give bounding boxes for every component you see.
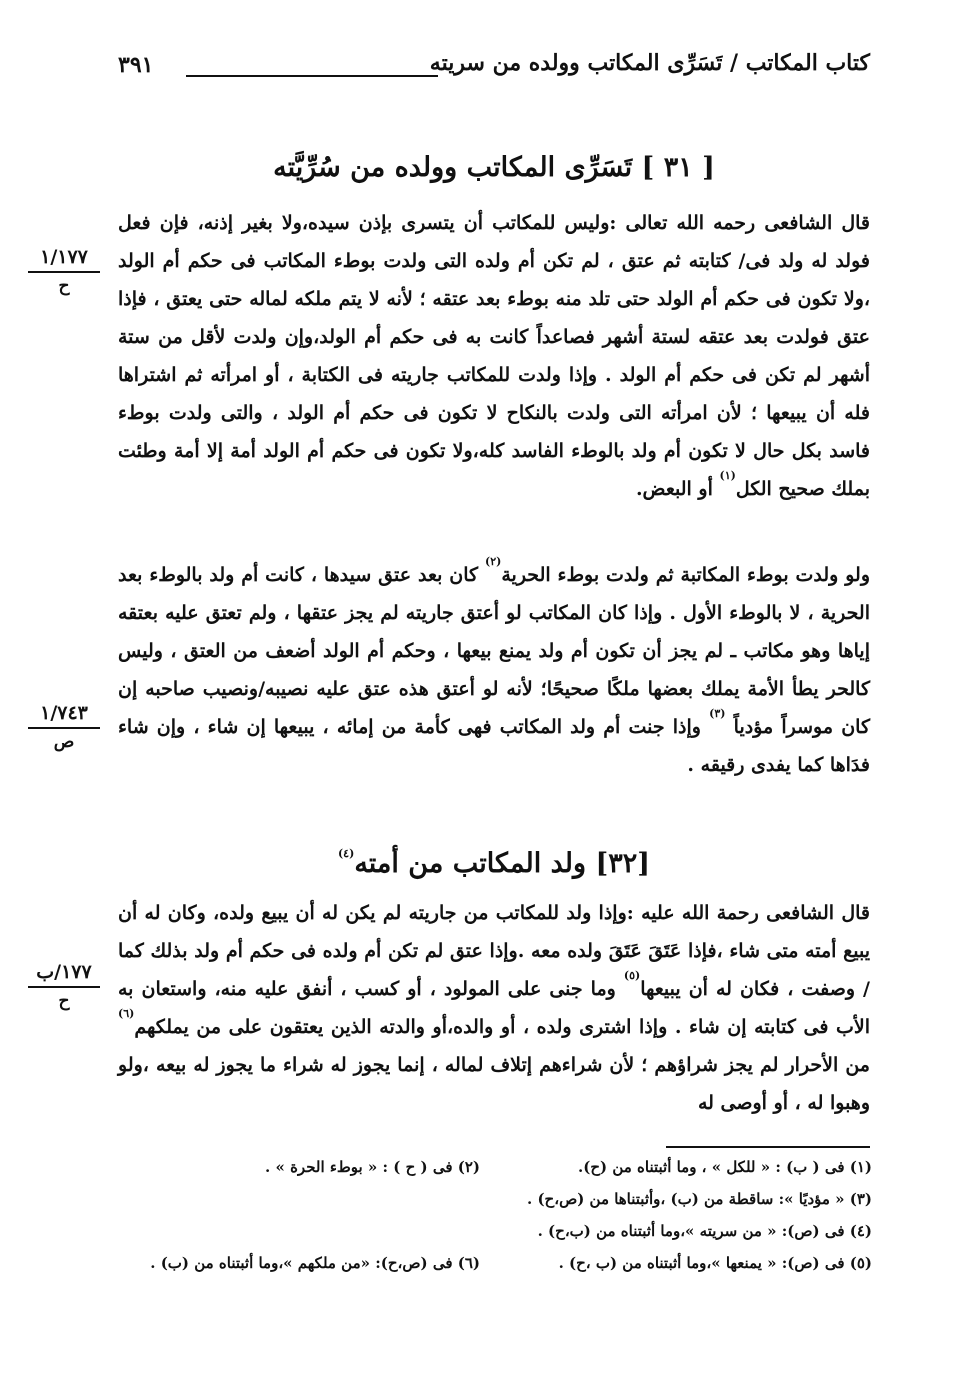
page-number: ٣٩١ bbox=[118, 52, 154, 78]
paragraph-text-end: أو البعض. bbox=[635, 478, 720, 500]
folio-number: ١/٧٤٣ bbox=[28, 702, 100, 729]
footnote-mark-2: (٢) bbox=[484, 555, 502, 568]
footnote-mark-6: (٦) bbox=[118, 1007, 135, 1020]
chapter-31-title: [ ٣١ ] تَسَرِّى المكاتب وولده من سُرِّيَّته bbox=[273, 152, 715, 183]
manuscript-siglum: ح bbox=[58, 276, 70, 296]
chapter-32-paragraph bbox=[118, 894, 870, 1122]
header-rule bbox=[186, 75, 438, 77]
footnote-mark-5: (٥) bbox=[623, 969, 641, 982]
chapter-32-title-text: [٣٢] ولد المكاتب من أمته bbox=[354, 848, 651, 879]
footnote-3: (٣) « مؤديًا »: ساقطة من (ب) ،وأثبتناها من (ص،ح) . bbox=[527, 1190, 872, 1208]
paragraph-text-start: ولو ولدت بوطء المكاتبة ثم ولدت بوطء الحرية bbox=[501, 564, 870, 586]
manuscript-siglum: ص bbox=[53, 732, 75, 752]
chapter-31-paragraph-2 bbox=[118, 556, 870, 784]
running-header bbox=[118, 44, 870, 84]
footnote-separator bbox=[666, 1146, 870, 1148]
footnote-1: (١) فى ( ب) : « للكل » ، وما أثبتناه من (ح). bbox=[578, 1158, 872, 1176]
paragraph-text-mid: وما جنى على المولود ، أو كسب ، أنفق عليه منه، واستعان به الأب فى كتابته إن شاء . وإذا اشترى ولده ، أو والده،أو والدته الذين يعتقون على من يملكهم bbox=[118, 978, 870, 1038]
footnote-6: (٦) فى (ص،ح): «من ملكهم »،وما أثبتناه من (ب) . bbox=[150, 1254, 480, 1272]
margin-folio-ref bbox=[28, 246, 100, 296]
speaker-attribution: قال الشافعى bbox=[766, 902, 871, 924]
folio-number: ١٧٧/ب bbox=[28, 961, 100, 988]
paragraph-text-end: وإذا جنت أم ولد المكاتب فهى كأمة من إمائه ، يبيعها إن شاء ، وإن شاء فدَاها كما يفدى رقيقه . bbox=[118, 716, 870, 776]
folio-number: ١/١٧٧ bbox=[28, 246, 100, 273]
paragraph-text-start: رحمة الله عليه :وإذا ولد للمكاتب من جاريته لم يكن له أن يبيع ولده، وكان له أن يبيع أمته متى شاء ،فإذا عَتَقَ عَتَقَ ولده معه .وإذا عتق لم تكن أم ولده فى حكم أم ولد بذلك كما / وصفت ، فكان له أن يبيعها bbox=[118, 902, 870, 1000]
chapter-32-title bbox=[118, 848, 870, 879]
manuscript-siglum: ح bbox=[58, 991, 70, 1011]
margin-folio-ref bbox=[28, 961, 100, 1011]
chapter-31-paragraph-1 bbox=[118, 204, 870, 508]
margin-folio-ref bbox=[28, 702, 100, 752]
running-title: كتاب المكاتب / تَسَرِّى المكاتب وولده من سريته bbox=[429, 50, 870, 76]
footnote-2: (٢) فى ( ح ) : « بوطء الحرة » . bbox=[265, 1158, 480, 1176]
footnote-mark-4: (٤) bbox=[337, 847, 355, 860]
paragraph-text-end: من الأحرار لم يجز شراؤهم ؛ لأن شراءهم إتلاف لماله ، إنما يجوز له شراء ما يجوز له بيعه ،ولو وهبوا له ، أو أوصى له bbox=[118, 1054, 870, 1114]
paragraph-text-mid: كان بعد عتق سيدها ، كانت أم ولد بالوطء بعد الحرية ، لا بالوطء الأول . وإذا كان المكاتب لو أعتق جاريته لم يجز عتقها ، ولم تعتق عليه بعتقه إياها وهو مكاتب ـ لم يجز أن تكون أم ولد يمنع بيعها ، وحكم أم الولد أضعف من العتق ، وليس كالحر يطأ الأمة يملك بعضها ملكًا صحيحًا؛ لأنه لو أعتق هذه عتق عليه نصيبه/ونصيب صاحبه إن كان موسراً مؤدياً bbox=[118, 564, 870, 738]
footnote-5: (٥) فى (ص): « يمنعها »،وما أثبتناه من (ب ،ح) . bbox=[558, 1254, 872, 1272]
footnote-mark-3: (٣) bbox=[709, 707, 726, 720]
speaker-attribution: قال الشافعى bbox=[764, 212, 870, 234]
paragraph-text: رحمه الله تعالى :وليس للمكاتب أن يتسرى بإذن سيده،ولا بغير إذنه، فإن فعل فولد له ولد فى/ كتابته ثم عتق ، لم تكن أم ولده التى ولدت بوطء المكاتب فى حكم أم الولد ،ولا تكون فى حكم أم الولد حتى تلد منه بوطء بعد عتقه ؛ لأنه لا يتم ملكه لماله حتى يعتق ، فإذا عتق فولدت بعد عتقه لستة أشهر فصاعداً كانت به فى حكم أم الولد،وإن ولدت لأقل من ستة أشهر لم تكن فى حكم أم الولد . وإذا ولدت للمكاتب جاريته فى الكتابة ، أو امرأته ثم اشتراها فله أن يبيعها ؛ لأن امرأته التى ولدت بالنكاح لا تكون فى حكم أم الولد ، والتى ولدت بوطء فاسد بكل حال لا تكون أم ولد بالوطء الفاسد كله،ولا تكون فى حكم أم الولد أمة إلا أمة وطئت بملك صحيح الكل bbox=[118, 212, 870, 500]
footnote-4: (٤) فى (ص): « من سريته »،وما أثبتناه من (ب،ح) . bbox=[537, 1222, 872, 1240]
footnote-mark-1: (١) bbox=[719, 469, 736, 482]
